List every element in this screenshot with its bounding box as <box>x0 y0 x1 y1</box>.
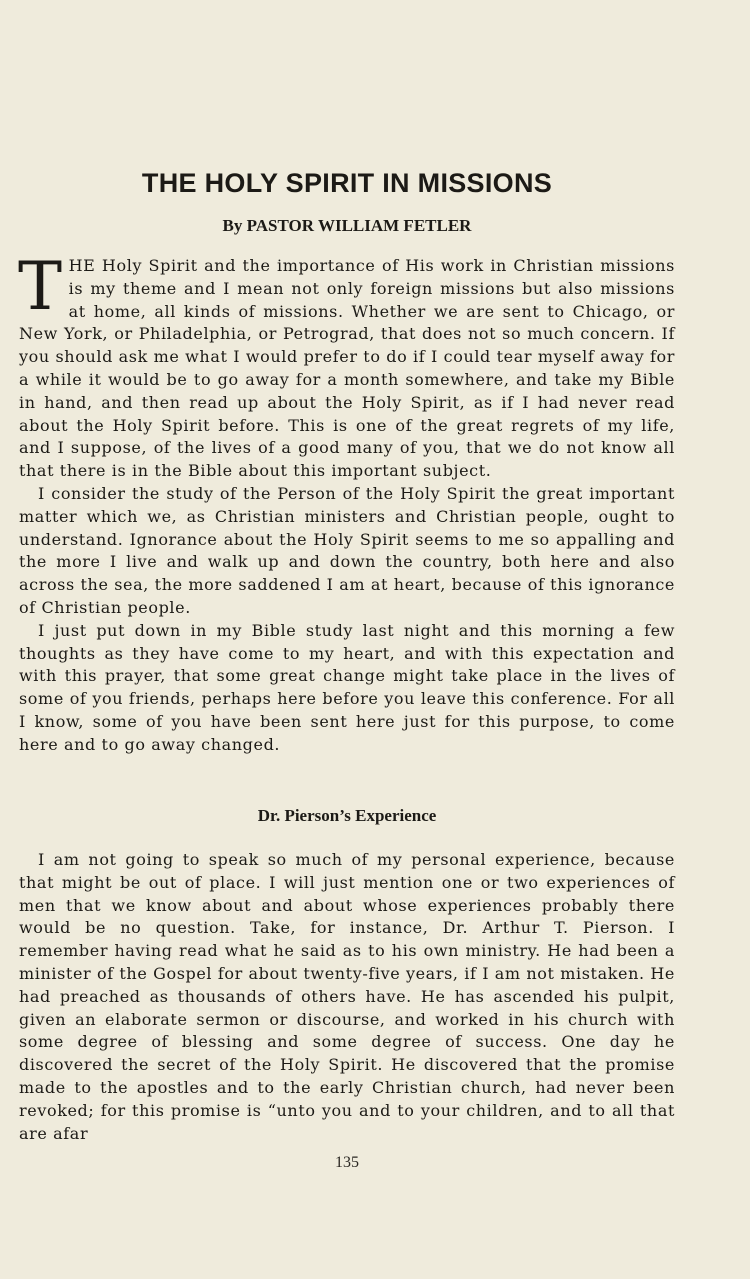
paragraph-2: I consider the study of the Person of the Holy Spirit the great important matter which we, as Christian ministers and Christian people, ought to understand. Ignorance about the Holy Spirit seems to me so appalling and the more I live and walk up and down the country, both here and also across the sea, the more saddened I am at heart, because of this ignorance of Christian people. <box>19 483 675 617</box>
body-text-section-1 <box>18 248 675 757</box>
author-byline: By PASTOR WILLIAM FETLER <box>222 216 472 235</box>
page-number: 135 <box>335 1154 359 1171</box>
section-subheading: Dr. Pierson’s Experience <box>257 806 437 825</box>
paragraph-4: I am not going to speak so much of my personal experience, because that might be out of place. I will just mention one or two experiences of men that we know about and about whose experiences probably there would be no question. Take, for instance, Dr. Arthur T. Pierson. I remember having read what he said as to his own ministry. He had been a minister of the Gospel for about twenty-five years, if I am not mistaken. He had preached as thousands of others have. He has ascended his pulpit, given an elaborate sermon or discourse, and worked in his church with some degree of blessing and some degree of success. One day he discovered the secret of the Holy Spirit. He discovered that the promise made to the apostles and to the early Christian church, had never been revoked; for this promise is “unto you and to your children, and to all that are afar <box>19 850 675 1143</box>
drop-cap: T <box>18 248 63 325</box>
chapter-title: THE HOLY SPIRIT IN MISSIONS <box>141 168 553 198</box>
paragraph-1-text: HE Holy Spirit and the importance of His work in Christian missions is my theme and I mean not only foreign missions but also missions at home, all kinds of missions. Whether we are sent to Chicago, or New York, or Philadelphia, or Petrograd, that does not so much concern. If you should ask me what I would prefer to do if I could tear myself away for a while it would be to go away for a month somewhere, and take my Bible in hand, and then read up about the Holy Spirit, as if I had never read about the Holy Spirit before. This is one of the great regrets of my life, and I suppose, of the lives of a good many of you, that we do not know all that there is in the Bible about this important subject. <box>19 256 675 481</box>
body-text-section-2 <box>19 849 675 1145</box>
paragraph-1 <box>18 248 675 483</box>
paragraph-3: I just put down in my Bible study last night and this morning a few thoughts as they have come to my heart, and with this expectation and with this prayer, that some great change might take place in the lives of some of you friends, perhaps here before you leave this conference. For all I know, some of you have been sent here just for this purpose, to come here and to go away changed. <box>19 620 675 754</box>
